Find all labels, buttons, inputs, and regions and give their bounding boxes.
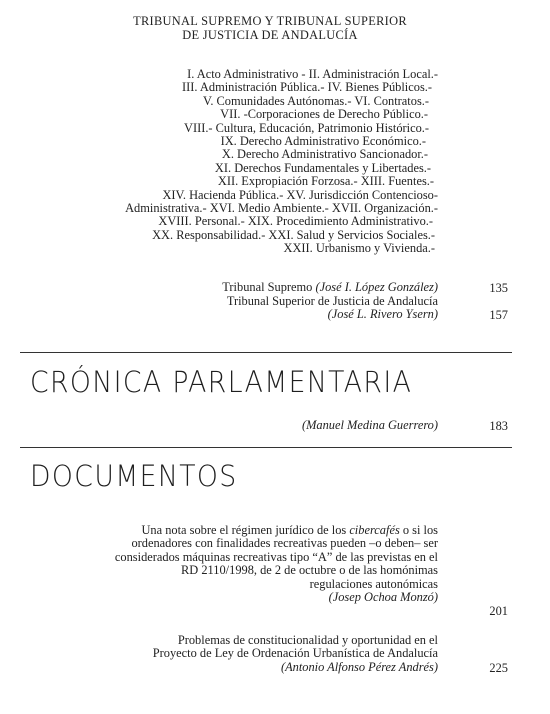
topic-line: XVIII. Personal.- XIX. Procedimiento Administrativo.- xyxy=(158,214,433,229)
topic-line: XI. Derechos Fundamentales y Libertades.- xyxy=(214,160,431,175)
ts-label: Tribunal Supremo xyxy=(222,280,313,294)
documentos-title: DOCUMENTOS xyxy=(30,459,238,493)
doc2-line: Problemas de constitucionalidad y oportunidad en el xyxy=(177,633,438,647)
tribunal-supremo-entry xyxy=(222,281,438,294)
doc1-line xyxy=(115,524,438,537)
doc1-line1-italic: cibercafés xyxy=(349,523,400,537)
topic-line: XXII. Urbanismo y Vivienda.- xyxy=(283,241,435,256)
topic-line: I. Acto Administrativo - II. Administración Local.- xyxy=(187,67,438,81)
tsj-label: Tribunal Superior de Justicia de Andalucía xyxy=(226,294,438,308)
document-entry-2 xyxy=(153,634,438,674)
section-divider xyxy=(20,447,512,448)
topic-line: VIII.- Cultura, Educación, Patrimonio Histórico.- xyxy=(184,120,429,135)
doc1-line1-pre: Una nota sobre el régimen jurídico de los xyxy=(141,523,350,537)
topic-line: V. Comunidades Autónomas.- VI. Contratos.- xyxy=(202,93,429,108)
topic-line: XIV. Hacienda Pública.- XV. Jurisdicción Contencioso- xyxy=(162,187,438,202)
document-entry-1 xyxy=(115,524,438,604)
doc1-line: RD 2110/1998, de 2 de octubre o de las homónimas xyxy=(181,563,438,578)
jurisprudencia-topics xyxy=(125,68,438,256)
topic-line: XII. Expropiación Forzosa.- XIII. Fuentes.- xyxy=(217,174,434,189)
doc1-line: regulaciones autonómicas xyxy=(309,576,438,591)
doc1-line: considerados máquinas recreativas tipo “A” de las previstas en el xyxy=(114,549,438,564)
doc2-author: (Antonio Alfonso Pérez Andrés) xyxy=(280,659,438,674)
cronica-author: (Manuel Medina Guerrero) xyxy=(301,418,438,432)
doc1-line1-post: o si los xyxy=(399,523,438,537)
cronica-page-number: 183 xyxy=(489,419,508,433)
header-line-1: TRIBUNAL SUPREMO Y TRIBUNAL SUPERIOR xyxy=(133,14,407,28)
section-header xyxy=(88,14,452,42)
doc1-line: ordenadores con finalidades recreativas pueden –o deben– ser xyxy=(131,536,438,551)
topic-line: X. Derecho Administrativo Sancionador.- xyxy=(221,147,428,162)
doc1-author: (Josep Ochoa Monzó) xyxy=(328,590,438,605)
ts-page-number: 135 xyxy=(489,281,508,295)
topic-line: III. Administración Pública.- IV. Bienes Públicos.- xyxy=(182,80,432,95)
topic-line: XX. Responsabilidad.- XXI. Salud y Servicios Sociales.- xyxy=(152,227,435,242)
topic-line: Administrativa.- XVI. Medio Ambiente.- XVII. Organización.- xyxy=(125,201,438,216)
tsj-author: (José L. Rivero Ysern) xyxy=(327,307,438,321)
ts-author: (José I. López González) xyxy=(315,280,438,294)
topic-line: IX. Derecho Administrativo Económico.- xyxy=(220,134,426,149)
tsj-page-number: 157 xyxy=(489,308,508,322)
section-divider xyxy=(20,352,512,353)
header-line-2: DE JUSTICIA DE ANDALUCÍA xyxy=(182,28,358,42)
cronica-title: CRÓNICA PARLAMENTARIA xyxy=(30,365,413,399)
doc1-page-number: 201 xyxy=(489,604,508,618)
doc2-line: Proyecto de Ley de Ordenación Urbanística de Andalucía xyxy=(152,646,438,661)
topic-line: VII. -Corporaciones de Derecho Público.- xyxy=(220,107,428,122)
doc2-page-number: 225 xyxy=(489,661,508,675)
